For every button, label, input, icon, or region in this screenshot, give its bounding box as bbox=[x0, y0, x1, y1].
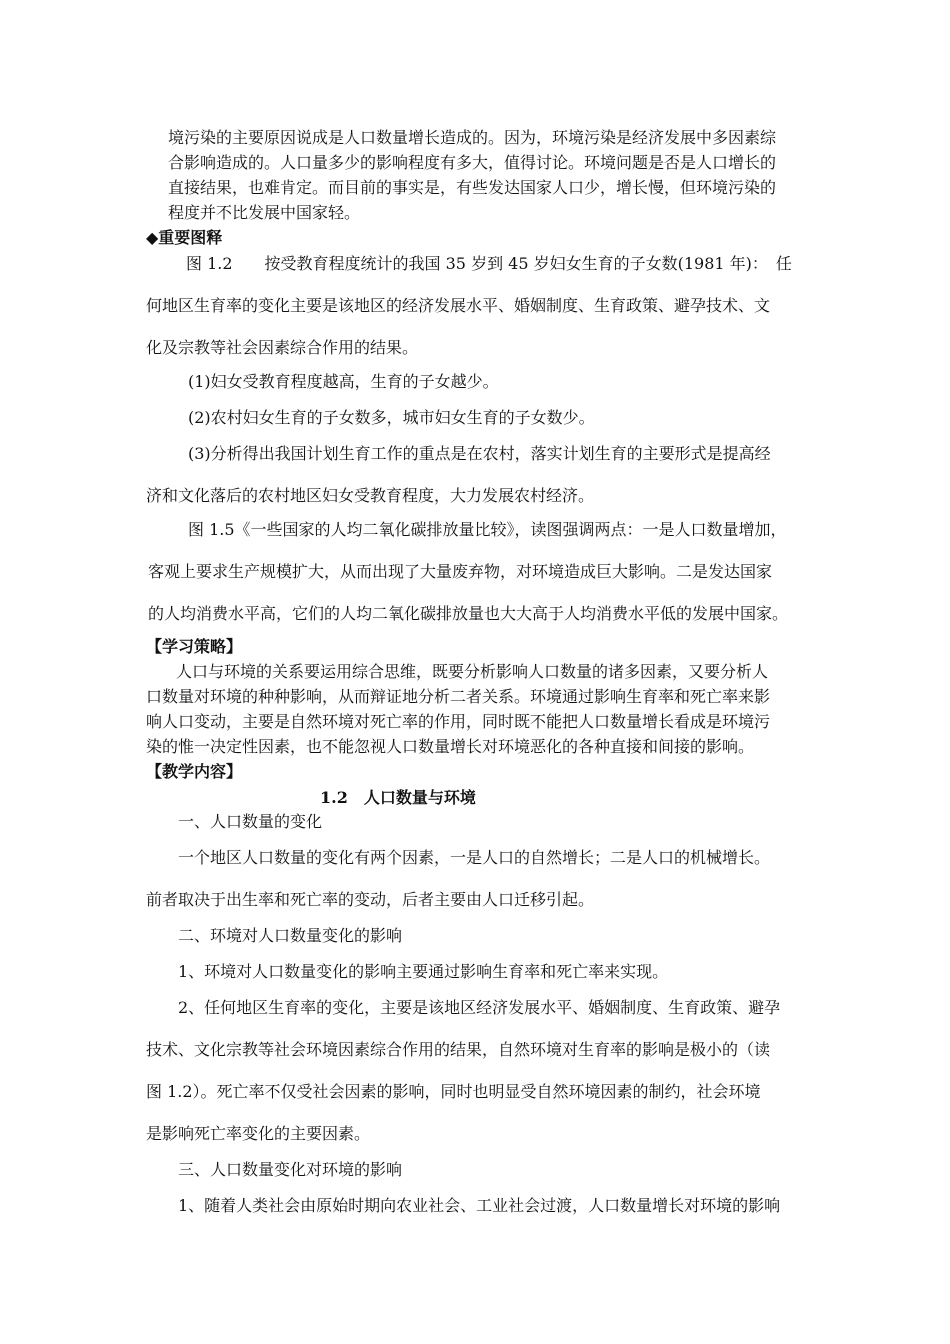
strategy-line: 染的惟一决定性因素，也不能忽视人口数量增长对环境恶化的各种直接和间接的影响。 bbox=[146, 737, 755, 756]
fig12-line: 化及宗教等社会因素综合作用的结果。 bbox=[146, 338, 419, 357]
content-line: 二、环境对人口数量变化的影响 bbox=[178, 926, 403, 945]
section-title: 1.2 人口数量与环境 bbox=[320, 788, 476, 807]
intro-line: 直接结果，也难肯定。而目前的事实是，有些发达国家人口少，增长慢，但环境污染的 bbox=[168, 178, 777, 197]
intro-line: 合影响造成的。人口量多少的影响程度有多大，值得讨论。环境问题是否是人口增长的 bbox=[168, 153, 777, 172]
content-line: 技术、文化宗教等社会环境因素综合作用的结果，自然环境对生育率的影响是极小的（读 bbox=[146, 1040, 771, 1059]
intro-line: 境污染的主要原因说成是人口数量增长造成的。因为，环境污染是经济发展中多因素综 bbox=[168, 128, 777, 147]
strategy-line: 口数量对环境的种种影响，从而辩证地分析二者关系。环境通过影响生育率和死亡率来影 bbox=[146, 687, 771, 706]
figures-heading: ◆重要图释 bbox=[146, 228, 223, 247]
strategy-line: 人口与环境的关系要运用综合思维，既要分析影响人口数量的诸多因素，又要分析人 bbox=[176, 662, 769, 681]
point-item: 济和文化落后的农村地区妇女受教育程度，大力发展农村经济。 bbox=[146, 486, 595, 505]
content-heading: 【教学内容】 bbox=[146, 762, 243, 781]
content-line: 1、环境对人口数量变化的影响主要通过影响生育率和死亡率来实现。 bbox=[178, 962, 669, 981]
strategy-line: 响人口变动，主要是自然环境对死亡率的作用，同时既不能把人口数量增长看成是环境污 bbox=[146, 712, 771, 731]
point-item: (1)妇女受教育程度越高，生育的子女越少。 bbox=[188, 372, 499, 391]
fig15-line: 客观上要求生产规模扩大，从而出现了大量废弃物，对环境造成巨大影响。二是发达国家 bbox=[148, 562, 773, 581]
content-line: 2、任何地区生育率的变化，主要是该地区经济发展水平、婚姻制度、生育政策、避孕 bbox=[178, 998, 781, 1017]
strategy-heading: 【学习策略】 bbox=[146, 637, 243, 656]
content-line: 一、人口数量的变化 bbox=[178, 812, 323, 831]
fig12-line: 图 1.2 按受教育程度统计的我国 35 岁到 45 岁妇女生育的子女数(1981 年)： 任 bbox=[186, 254, 792, 273]
fig15-line: 图 1.5《一些国家的人均二氧化碳排放量比较》，读图强调两点：一是人口数量增加， bbox=[188, 520, 787, 539]
content-line: 三、人口数量变化对环境的影响 bbox=[178, 1160, 403, 1179]
point-item: (2)农村妇女生育的子女数多，城市妇女生育的子女数少。 bbox=[188, 408, 595, 427]
content-line: 前者取决于出生率和死亡率的变动，后者主要由人口迁移引起。 bbox=[146, 890, 595, 909]
content-line: 一个地区人口数量的变化有两个因素，一是人口的自然增长；二是人口的机械增长。 bbox=[178, 848, 771, 867]
point-item: (3)分析得出我国计划生育工作的重点是在农村，落实计划生育的主要形式是提高经 bbox=[188, 444, 771, 463]
content-line: 图 1.2）。死亡率不仅受社会因素的影响，同时也明显受自然环境因素的制约，社会环境 bbox=[146, 1082, 761, 1101]
content-line: 是影响死亡率变化的主要因素。 bbox=[146, 1124, 371, 1143]
intro-line: 程度并不比发展中国家轻。 bbox=[168, 203, 361, 222]
fig15-line: 的人均消费水平高，它们的人均二氧化碳排放量也大大高于人均消费水平低的发展中国家。 bbox=[148, 604, 789, 623]
fig12-line: 何地区生育率的变化主要是该地区的经济发展水平、婚姻制度、生育政策、避孕技术、文 bbox=[146, 296, 771, 315]
content-line: 1、随着人类社会由原始时期向农业社会、工业社会过渡，人口数量增长对环境的影响 bbox=[178, 1196, 781, 1215]
